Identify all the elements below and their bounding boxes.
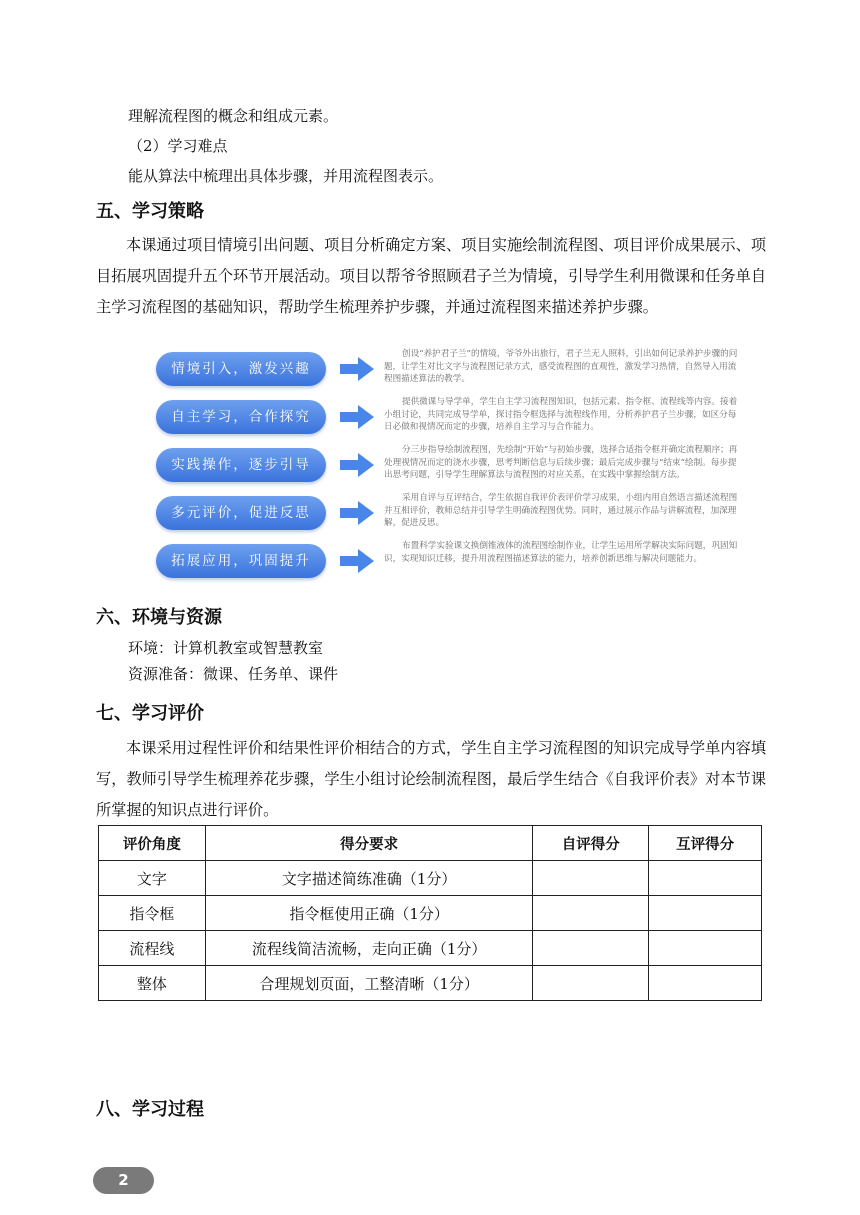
right-arrow-icon xyxy=(340,548,374,574)
strategy-paragraph: 本课通过项目情境引出问题、项目分析确定方案、项目实施绘制流程图、项目评价成果展示、项目拓展巩固提升五个环节开展活动。项目以帮爷爷照顾君子兰为情境，引导学生利用微课和任务单自主学习流程图的基础知识，帮助学生梳理养护步骤，并通过流程图来描述养护步骤。 xyxy=(96,236,766,316)
table-cell xyxy=(533,931,649,966)
table-cell: 流程线 xyxy=(99,931,206,966)
table-row xyxy=(99,931,762,966)
table-row xyxy=(99,966,762,1001)
section-heading-process: 八、学习过程 xyxy=(96,1099,204,1120)
table-row xyxy=(99,896,762,931)
section-heading-environment: 六、环境与资源 xyxy=(96,607,222,628)
step-description: 采用自评与互评结合，学生依据自我评价表评价学习成果，小组内用自然语言描述流程图并互相评价，教师总结并引导学生明确流程图优势。同时，通过展示作品与讲解流程，加深理解，促进反思。 xyxy=(384,493,738,529)
column-header: 互评得分 xyxy=(649,826,762,861)
step-description: 提供微课与导学单，学生自主学习流程图知识，包括元素、指令框、流程线等内容。接着小组讨论，共同完成导学单，探讨指令框选择与流程线作用，分析养护君子兰步骤，如区分每日必做和视情况而定的步骤，培养自主学习与合作能力。 xyxy=(384,397,738,433)
page-number-badge: 2 xyxy=(93,1167,154,1194)
step-description: 布置科学实验课文换倒锥液体的流程图绘制作业，让学生运用所学解决实际问题，巩固知识，实现知识迁移，提升用流程图描述算法的能力，培养创新思维与解决问题能力。 xyxy=(384,541,738,564)
flow-step xyxy=(150,348,740,388)
column-header: 评价角度 xyxy=(99,826,206,861)
text-line: 能从算法中梳理出具体步骤，并用流程图表示。 xyxy=(128,167,444,185)
evaluation-table xyxy=(98,825,762,1001)
flow-step xyxy=(150,540,740,580)
flow-step xyxy=(150,444,740,484)
table-cell xyxy=(533,966,649,1001)
step-label: 自主学习，合作探究 xyxy=(156,400,326,434)
column-header: 得分要求 xyxy=(205,826,532,861)
table-cell: 文字 xyxy=(99,861,206,896)
table-cell: 流程线简洁流畅，走向正确（1分） xyxy=(205,931,532,966)
table-cell: 文字描述简练准确（1分） xyxy=(205,861,532,896)
table-row xyxy=(99,861,762,896)
table-cell: 指令框使用正确（1分） xyxy=(205,896,532,931)
table-cell: 合理规划页面，工整清晰（1分） xyxy=(205,966,532,1001)
subheading-difficulty: （2）学习难点 xyxy=(128,137,228,155)
table-cell xyxy=(649,931,762,966)
text-line: 理解流程图的概念和组成元素。 xyxy=(128,107,339,125)
right-arrow-icon xyxy=(340,404,374,430)
table-cell: 整体 xyxy=(99,966,206,1001)
evaluation-paragraph: 本课采用过程性评价和结果性评价相结合的方式，学生自主学习流程图的知识完成导学单内容填写，教师引导学生梳理养花步骤，学生小组讨论绘制流程图，最后学生结合《自我评价表》对本节课所掌握的知识点进行评价。 xyxy=(96,739,766,819)
right-arrow-icon xyxy=(340,500,374,526)
step-label: 实践操作，逐步引导 xyxy=(156,448,326,482)
section-heading-strategy: 五、学习策略 xyxy=(96,201,204,222)
table-cell xyxy=(649,966,762,1001)
right-arrow-icon xyxy=(340,356,374,382)
step-label: 多元评价，促进反思 xyxy=(156,496,326,530)
step-label: 情境引入，激发兴趣 xyxy=(156,352,326,386)
table-cell xyxy=(649,861,762,896)
flow-step xyxy=(150,492,740,532)
table-cell: 指令框 xyxy=(99,896,206,931)
step-label: 拓展应用，巩固提升 xyxy=(156,544,326,578)
activity-flow-diagram xyxy=(150,348,740,584)
resources-text: 资源准备：微课、任务单、课件 xyxy=(128,665,339,683)
step-description: 创设“养护君子兰”的情境，爷爷外出旅行，君子兰无人照料，引出如何记录养护步骤的问题，让学生对比文字与流程图记录方式，感受流程图的直观性，激发学习热情，自然导入用流程图描述算法的教学。 xyxy=(384,349,738,385)
section-heading-evaluation: 七、学习评价 xyxy=(96,703,204,724)
table-cell xyxy=(533,861,649,896)
step-description: 分三步指导绘制流程图，先绘制“开始”与初始步骤，选择合适指令框并确定流程顺序；再处理视情况而定的浇水步骤，思考判断信息与后续步骤；最后完成步骤与“结束”绘制。每步提出思考问题，引导学生理解算法与流程图的对应关系，在实践中掌握绘制方法。 xyxy=(384,445,738,481)
table-cell xyxy=(533,896,649,931)
environment-text: 环境：计算机教室或智慧教室 xyxy=(128,639,324,657)
column-header: 自评得分 xyxy=(533,826,649,861)
flow-step xyxy=(150,396,740,436)
table-cell xyxy=(649,896,762,931)
right-arrow-icon xyxy=(340,452,374,478)
table-header-row xyxy=(99,826,762,861)
